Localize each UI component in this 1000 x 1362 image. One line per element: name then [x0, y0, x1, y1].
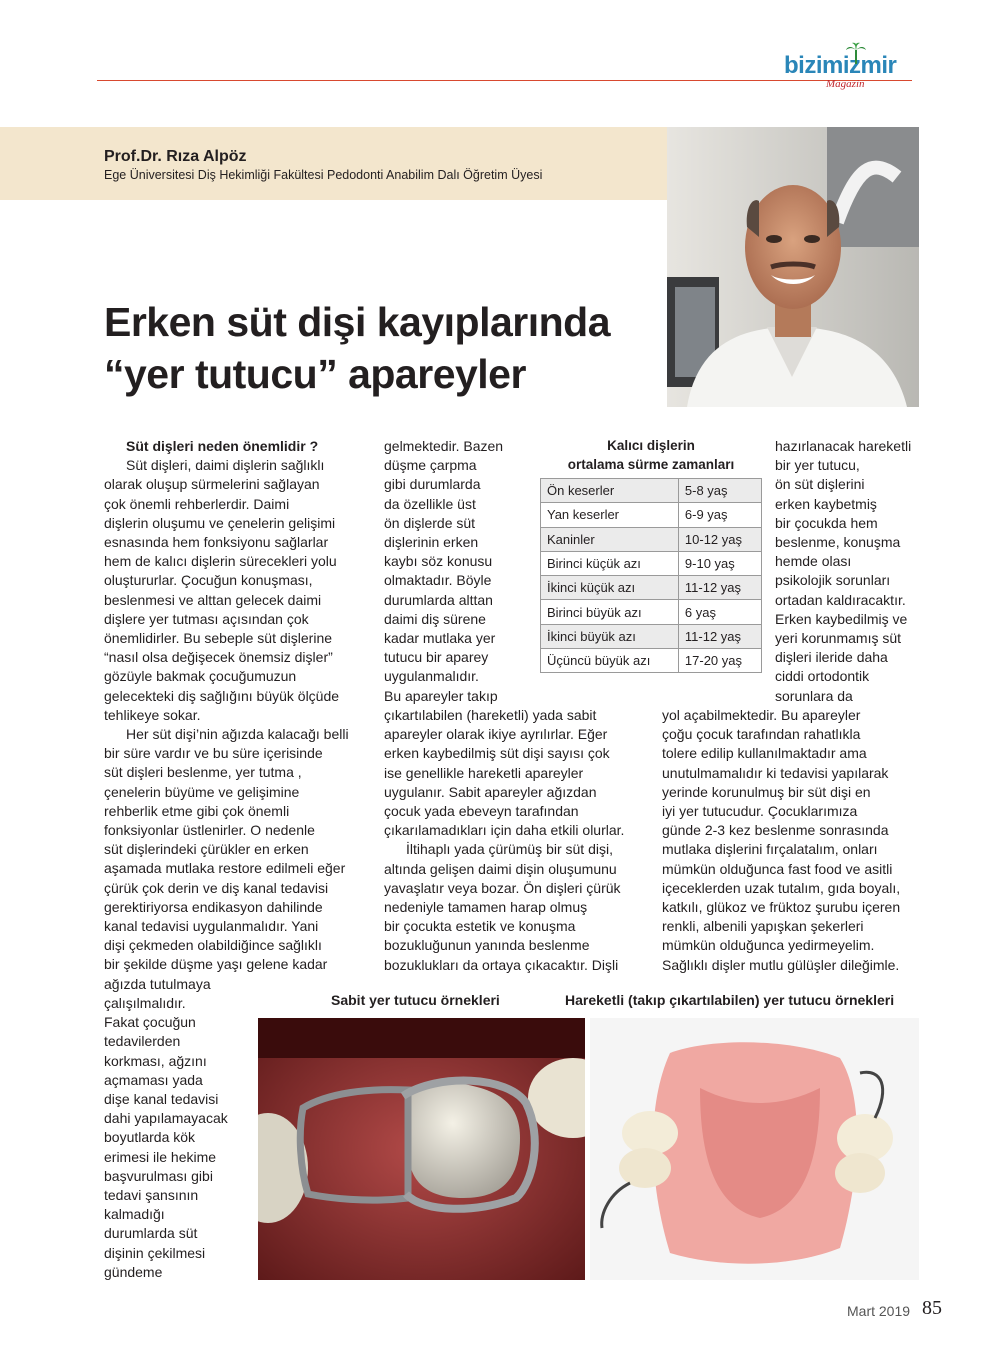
eruption-table	[540, 478, 762, 673]
text-line: aşamada mutlaka restore edilmeli eğer	[104, 860, 346, 877]
table-row	[541, 527, 762, 551]
text-line: erken kaybedilmiş süt dişi sayısı çok	[384, 745, 610, 762]
text-line: iyi yer tutucudur. Çocuklarımıza	[662, 803, 858, 820]
table-row	[541, 624, 762, 648]
text-line: dişleri ileride daha	[775, 649, 888, 666]
text-line: ön dişlerde süt	[384, 514, 476, 531]
table-row	[541, 600, 762, 624]
logo-wordmark: bizimizmir	[784, 52, 897, 79]
text-line: çürük çok derin ve diş kanal tedavisi	[104, 879, 329, 896]
text-line: hazırlanacak hareketli	[775, 438, 912, 454]
text-line: dişlerinin erken	[384, 534, 479, 551]
article-column-2-body	[384, 706, 654, 975]
text-line: mümkün olduğunca yedirmeyelim.	[662, 937, 875, 954]
text-line: durumlarda süt	[104, 1225, 198, 1242]
age-cell: 11-12 yaş	[678, 576, 761, 600]
text-line: beslenmesi ve alttan gelecek daimi	[104, 591, 322, 608]
text-line: uygulanmalıdır.	[384, 668, 479, 685]
text-line: Her süt dişi’nin ağızda kalacağı belli	[126, 726, 349, 743]
text-line: tutucu bir aparey	[384, 649, 489, 666]
author-band	[0, 127, 667, 200]
text-line: bir süre vardır ve bu süre içerisinde	[104, 745, 323, 762]
text-line: içeceklerden uzak tutalım, gıda boyalı,	[662, 879, 901, 896]
text-line: gelmektedir. Bazen	[384, 438, 504, 454]
author-photo	[667, 127, 919, 407]
author-name: Prof.Dr. Rıza Alpöz	[104, 148, 247, 165]
text-line: fonksiyonlar üstlenirler. O nedenle	[104, 822, 315, 839]
text-line: gerektiriyorsa endikasyon dahilinde	[104, 898, 323, 915]
brand-logo[interactable]	[784, 44, 914, 94]
table-row	[541, 576, 762, 600]
tooth-cell: Kaninler	[541, 527, 679, 551]
age-cell: 17-20 yaş	[678, 649, 761, 673]
text-line: günde 2-3 kez beslenme sonrasında	[662, 822, 889, 839]
tooth-cell: Birinci büyük azı	[541, 600, 679, 624]
fixed-space-maintainer-photo	[258, 1018, 585, 1280]
text-line: süt dişleri beslenme, yer tutma ,	[104, 764, 302, 781]
text-line: tehlikeye sokar.	[104, 706, 201, 723]
text-line: ise genellikle hareketli apareyler	[384, 764, 584, 781]
tooth-cell: Birinci küçük azı	[541, 551, 679, 575]
age-cell: 10-12 yaş	[678, 527, 761, 551]
text-line: tolere edilip kullanılmaktadır ama	[662, 745, 867, 762]
text-line: ön süt dişlerini	[775, 476, 865, 493]
text-line: çıkartılabilen (hareketli) yada sabit	[384, 707, 597, 723]
text-line: altında gelişen daimi dişin oluşumunu	[384, 860, 617, 877]
text-line: Erken kaybedilmiş ve	[775, 610, 908, 627]
headline-line-2: “yer tutucu” apareyler	[104, 351, 526, 397]
table-row	[541, 551, 762, 575]
table-row	[541, 479, 762, 503]
text-line: erken kaybetmiş	[775, 495, 877, 512]
tooth-cell: Ön keserler	[541, 479, 679, 503]
text-line: ağızda tutulmaya	[104, 975, 211, 992]
age-cell: 6-9 yaş	[678, 503, 761, 527]
text-line: ciddi ortodontik	[775, 668, 870, 685]
text-line: çenelerin büyüme ve gelişimine	[104, 783, 300, 800]
text-line: apareyler olarak ikiye ayrılırlar. Eğer	[384, 726, 608, 743]
text-line: erimesi ile hekime	[104, 1148, 217, 1165]
text-line: durumlarda alttan	[384, 591, 493, 608]
text-line: Bu apareyler takıp	[384, 687, 498, 704]
text-line: esnasında hem fonksiyonu sağlarlar	[104, 534, 329, 551]
author-affiliation: Ege Üniversitesi Diş Hekimliği Fakültesi Pedodonti Anabilim Dalı Öğretim Üyesi	[104, 168, 543, 182]
text-line: bir çocukda hem	[775, 514, 878, 531]
text-line: hemde olası	[775, 553, 852, 570]
text-line: Fakat çocuğun	[104, 1014, 196, 1031]
text-line: uygulanır. Sabit apareyler ağızdan	[384, 783, 597, 800]
text-line: gibi durumlarda	[384, 476, 481, 493]
tooth-cell: İkinci küçük azı	[541, 576, 679, 600]
text-line: mümkün olduğunca fast food ve asitli	[662, 860, 893, 877]
text-line: nedeniyle tamamen harap olmuş	[384, 899, 588, 916]
text-line: unutulmamalıdır ki tedavisi yapılarak	[662, 764, 889, 781]
text-line: çok önemli rehberlerdir. Daimi	[104, 495, 290, 512]
text-line: yerinde korunulmuş bir süt dişi en	[662, 783, 871, 800]
palm-icon	[846, 42, 866, 64]
article-column-2-top	[384, 437, 534, 706]
removable-space-maintainer-photo	[590, 1018, 919, 1280]
article-column-3-body	[662, 706, 924, 975]
text-line: dişe kanal tedavisi	[104, 1090, 219, 1107]
age-cell: 9-10 yaş	[678, 551, 761, 575]
text-line: “nasıl olsa değişecek önemsiz dişler”	[104, 649, 333, 666]
text-line: gözüyle bakmak çocuğumuzun	[104, 668, 297, 685]
text-line: açmaması yada	[104, 1071, 203, 1088]
table-title	[540, 436, 762, 474]
text-line: yol açabilmektedir. Bu apareyler	[662, 707, 861, 723]
text-line: sorunlara da	[775, 687, 853, 704]
text-line: çalışılmalıdır.	[104, 994, 186, 1011]
text-line: gelecekteki diş sağlığını büyük ölçüde	[104, 687, 340, 704]
table-row	[541, 503, 762, 527]
text-line: Süt dişleri, daimi dişlerin sağlıklı	[126, 457, 325, 474]
text-line: boyutlarda kök	[104, 1129, 196, 1146]
article-column-3-top	[775, 437, 925, 706]
text-line: daimi diş sürene	[384, 610, 486, 627]
tooth-cell: Yan keserler	[541, 503, 679, 527]
text-line: olmaktadır. Böyle	[384, 572, 492, 589]
text-line: yavaşlatır veya bozar. Ön dişleri çürük	[384, 879, 621, 896]
text-line: ortadan kaldıracaktır.	[775, 591, 906, 608]
text-line: kalmadığı	[104, 1206, 165, 1223]
text-line: önemlidirler. Bu sebeple süt dişlerine	[104, 630, 333, 647]
text-line: hem de kalıcı dişlerin sürecekleri yolu	[104, 553, 337, 570]
text-line: da özellikle üst	[384, 495, 476, 512]
text-line: çıkarılamadıkları için daha etkili olurlar.	[384, 822, 625, 839]
text-line: dişinin çekilmesi	[104, 1244, 206, 1261]
text-line: beslenme, konuşma	[775, 534, 901, 551]
text-line: bir şekilde düşme yaşı gelene kadar	[104, 956, 328, 973]
text-line: korkması, ağzını	[104, 1052, 207, 1069]
text-line: çocuk yada ebeveyn tarafından	[384, 803, 579, 820]
table-row	[541, 649, 762, 673]
logo-subtitle: Magazin	[826, 78, 865, 90]
text-line: dişi çekmeden olabildiğince sağlıklı	[104, 937, 322, 954]
text-line: bir yer tutucu,	[775, 457, 860, 474]
text-line: rehberlik etme gibi çok önemli	[104, 802, 290, 819]
text-line: bir çocukta estetik ve konuşma	[384, 918, 576, 935]
text-line: tedavi şansının	[104, 1186, 199, 1203]
text-line: gündeme	[104, 1263, 163, 1280]
text-line: katkılı, glükoz ve früktoz şurubu içeren	[662, 899, 901, 916]
text-line: süt dişlerindeki çürükler en erken	[104, 841, 309, 858]
text-line: olarak oluşup sürmelerini sağlayan	[104, 476, 320, 493]
table-title-line-1: Kalıcı dişlerin	[607, 438, 695, 453]
text-line: çoğu çocuk tarafından rahatlıkla	[662, 726, 861, 743]
issue-date: Mart 2019	[847, 1303, 911, 1319]
table-title-line-2: ortalama sürme zamanları	[567, 457, 735, 472]
tooth-cell: İkinci büyük azı	[541, 624, 679, 648]
text-line: bozuklukları da ortaya çıkacaktır. Dişli	[384, 956, 619, 973]
age-cell: 5-8 yaş	[678, 479, 761, 503]
text-line: tedavilerden	[104, 1033, 181, 1050]
text-line: başvurulması gibi	[104, 1167, 213, 1184]
headline-line-1: Erken süt dişi kayıplarında	[104, 299, 611, 345]
page-number: 85	[922, 1297, 942, 1319]
text-line: İltihaplı yada çürümüş bir süt dişi,	[406, 841, 613, 858]
text-line: kanal tedavisi uygulanmalıdır. Yani	[104, 918, 319, 935]
text-line: psikolojik sorunları	[775, 572, 891, 589]
caption-fixed: Sabit yer tutucu örnekleri	[331, 992, 500, 1008]
text-line: mutlaka dişlerini fırçalatalım, onları	[662, 841, 878, 858]
text-line: dişlere yer tutması açısından çok	[104, 610, 309, 627]
text-line: kadar mutlaka yer	[384, 630, 496, 647]
text-line: oluştururlar. Çocuğun konuşması,	[104, 572, 313, 589]
text-line: kaybı söz konusu	[384, 553, 493, 570]
section-subheading: Süt dişleri neden önemlidir ?	[126, 438, 319, 454]
age-cell: 11-12 yaş	[678, 624, 761, 648]
text-line: düşme çarpma	[384, 457, 477, 474]
text-line: Sağlıklı dişler mutlu gülüşler dileğimle.	[662, 956, 900, 973]
caption-removable: Hareketli (takıp çıkartılabilen) yer tutucu örnekleri	[565, 992, 895, 1008]
tooth-cell: Üçüncü büyük azı	[541, 649, 679, 673]
text-line: bozukluğunun yanında beslenme	[384, 937, 590, 954]
text-line: renkli, albenili yapışkan şekerleri	[662, 918, 864, 935]
text-line: yeri korunmamış süt	[775, 630, 902, 647]
text-line: dişlerin oluşumu ve çenelerin gelişimi	[104, 514, 336, 531]
article-headline	[104, 296, 610, 400]
age-cell: 6 yaş	[678, 600, 761, 624]
text-line: dahi yapılamayacak	[104, 1110, 228, 1127]
